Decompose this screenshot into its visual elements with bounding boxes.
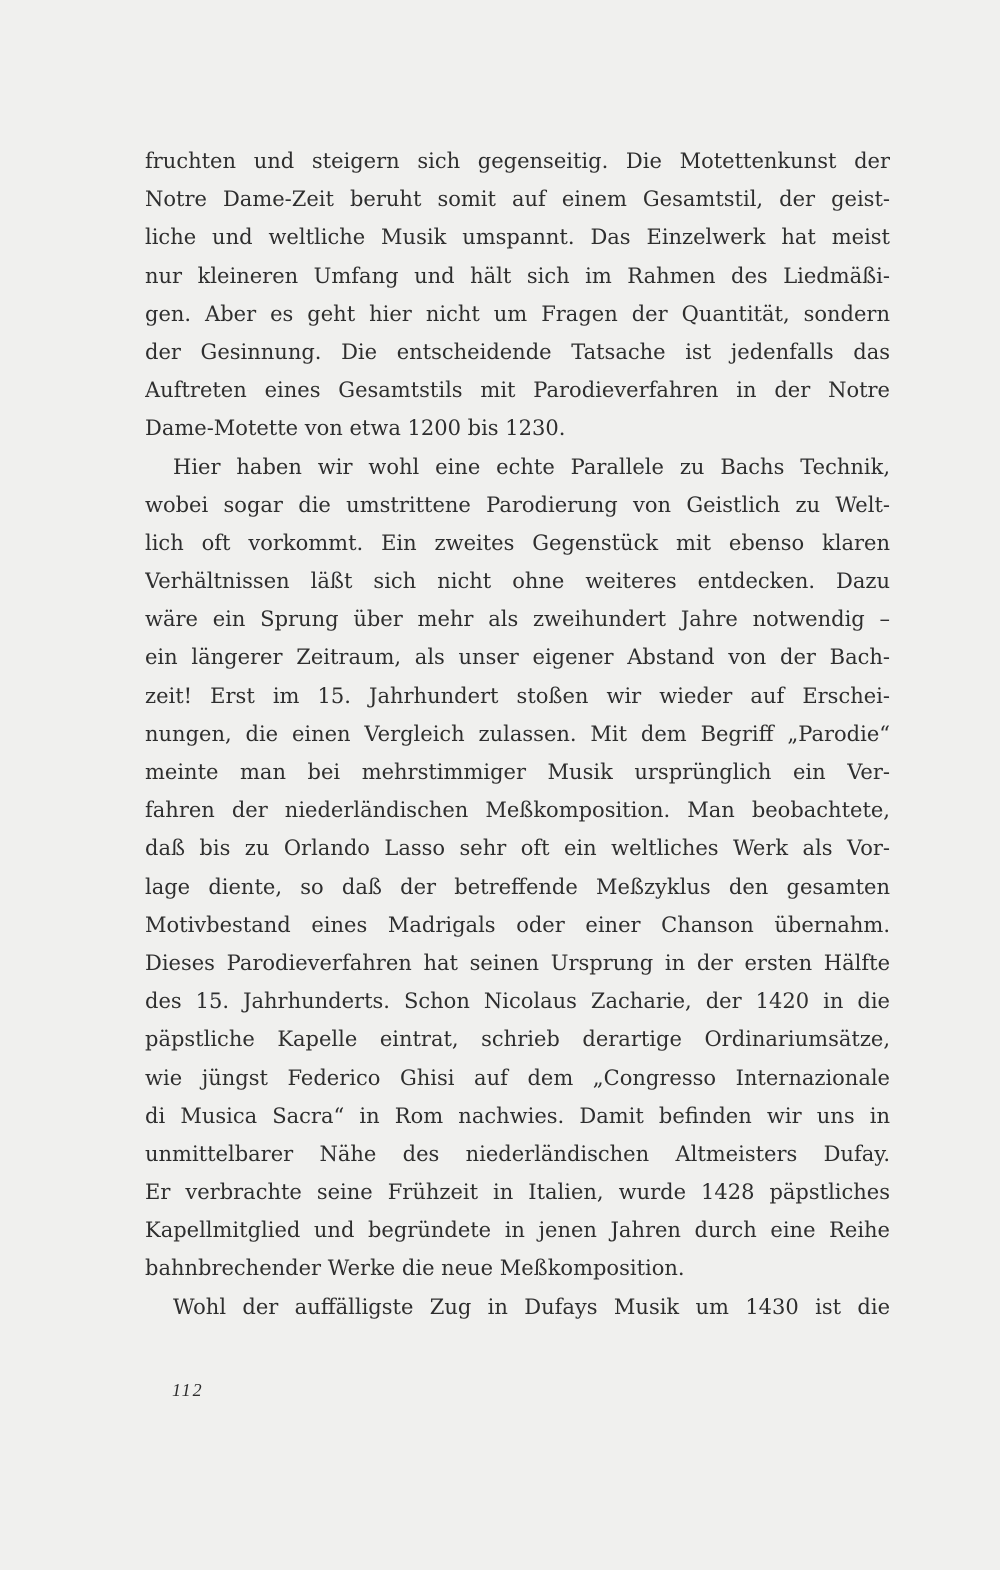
text-line: wobei sogar die umstrittene Parodierung von Geistlich zu Welt- xyxy=(145,492,890,517)
text-line: päpstliche Kapelle eintrat, schrieb derartige Ordinariumsätze, xyxy=(145,1027,890,1052)
text-line: Auftreten eines Gesamtstils mit Parodieverfahren in der Notre xyxy=(145,378,890,403)
text-line: Wohl der auffälligste Zug in Dufays Musik um 1430 ist die xyxy=(173,1294,890,1319)
body-text xyxy=(145,142,890,1326)
text-line: des 15. Jahrhunderts. Schon Nicolaus Zacharie, der 1420 in die xyxy=(145,989,890,1014)
text-line: wie jüngst Federico Ghisi auf dem „Congresso Internazionale xyxy=(145,1065,890,1090)
text-line: ein längerer Zeitraum, als unser eigener Abstand von der Bach- xyxy=(145,645,890,670)
text-line: lage diente, so daß der betreffende Meßzyklus den gesamten xyxy=(145,874,890,899)
text-line: nungen, die einen Vergleich zulassen. Mit dem Begriff „Parodie“ xyxy=(145,721,890,746)
page-number: 112 xyxy=(172,1380,204,1400)
text-line: unmittelbarer Nähe des niederländischen Altmeisters Dufay. xyxy=(145,1141,890,1166)
text-line: di Musica Sacra“ in Rom nachwies. Damit befinden wir uns in xyxy=(145,1103,890,1128)
text-line: nur kleineren Umfang und hält sich im Rahmen des Liedmäßi- xyxy=(145,263,890,288)
text-line: zeit! Erst im 15. Jahrhundert stoßen wir wieder auf Erschei- xyxy=(145,683,890,708)
text-line: daß bis zu Orlando Lasso sehr oft ein weltliches Werk als Vor- xyxy=(145,836,890,861)
text-line: fahren der niederländischen Meßkomposition. Man beobachtete, xyxy=(145,798,890,823)
text-line: Kapellmitglied und begründete in jenen Jahren durch eine Reihe xyxy=(145,1218,890,1243)
text-line: meinte man bei mehrstimmiger Musik ursprünglich ein Ver- xyxy=(145,760,890,784)
text-line: Dame-Motette von etwa 1200 bis 1230. xyxy=(145,416,566,441)
text-line: Dieses Parodieverfahren hat seinen Ursprung in der ersten Hälfte xyxy=(145,950,890,975)
text-line: der Gesinnung. Die entscheidende Tatsache ist jedenfalls das xyxy=(145,339,890,364)
text-line: liche und weltliche Musik umspannt. Das Einzelwerk hat meist xyxy=(145,225,890,250)
text-line: Motivbestand eines Madrigals oder einer Chanson übernahm. xyxy=(145,912,890,937)
text-line: lich oft vorkommt. Ein zweites Gegenstück mit ebenso klaren xyxy=(145,530,890,555)
text-line: Verhältnissen läßt sich nicht ohne weiteres entdecken. Dazu xyxy=(145,569,890,594)
text-line: Notre Dame-Zeit beruht somit auf einem Gesamtstil, der geist- xyxy=(145,187,890,212)
text-line: bahnbrechender Werke die neue Meßkomposition. xyxy=(145,1256,685,1281)
text-line: gen. Aber es geht hier nicht um Fragen der Quantität, sondern xyxy=(145,301,890,326)
text-line: wäre ein Sprung über mehr als zweihundert Jahre notwendig – xyxy=(145,607,890,632)
text-line: Er verbrachte seine Frühzeit in Italien, wurde 1428 päpstliches xyxy=(145,1180,890,1205)
text-line: Hier haben wir wohl eine echte Parallele zu Bachs Technik, xyxy=(173,454,890,479)
text-line: fruchten und steigern sich gegenseitig. Die Motettenkunst der xyxy=(145,149,890,173)
